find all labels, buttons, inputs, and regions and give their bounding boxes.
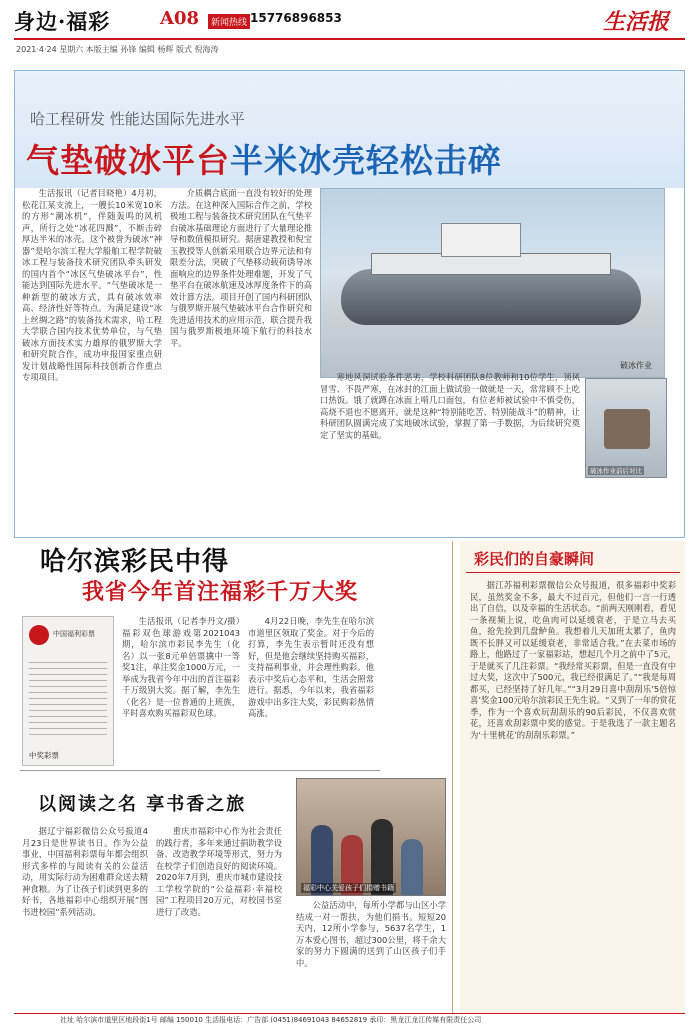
lottery-column-2 (248, 616, 374, 766)
newspaper-logo: 生活报 (602, 9, 669, 35)
paragraph: 公益活动中，每所小学都与山区小学结成一对一帮扶，为他们捐书。短短20天内，12所小学参与，5637名学生，1万本爱心图书，超过300公里，将千余大家的努力下圆满的送到了山区孩子们手中。 (296, 900, 446, 968)
reading-headline: 以阅读之名 享书香之旅 (38, 794, 247, 815)
column-divider (452, 541, 453, 1013)
top-story-column-4 (320, 372, 580, 532)
sidebar-rule (466, 572, 680, 573)
hovercraft-photo (320, 188, 665, 378)
top-story-column-2 (170, 188, 312, 532)
lottery-headline-line1: 哈尔滨彩民中得 (40, 547, 230, 577)
reading-column-3 (296, 900, 446, 1012)
lottery-headline-line2: 我省今年首注福彩千万大奖 (82, 579, 359, 605)
paragraph: 据辽宁福彩微信公众号报道4月23日是世界读书日。作为公益事业，中国福利彩票每年都会组织形式多样的与阅读有关的公益活动，用实际行动为困难群众送去精神食粮。为了让孩子们读到更多的好书，各地福彩中心组织开展“图书进校园”系列活动。 (22, 826, 148, 917)
ice-block (604, 409, 650, 449)
hotline-label: 新闻热线 (208, 14, 250, 29)
lottery-ticket-photo (22, 616, 114, 766)
photo-caption: 破冰作业前后对比 (590, 467, 642, 475)
sidebar-headline: 彩民们的自豪瞬间 (474, 550, 595, 568)
section-title: 身边·福彩 (14, 9, 111, 34)
paragraph: 据江苏福利彩票微信公众号报道，很多福彩中奖彩民，虽然奖金不多，最大不过百元，但他们一言一行透出了自信，以及幸福的生活状态。“前两天刚刚看，看见一条视频上说，吃鱼肉可以延缓衰老，于是立马去买鱼，抢先捡到几盘鲈鱼。我想着儿天加班太累了，鱼肉既不长胖又可以延缓衰老，非常适合我。”在去菜市场的路上，他路过了一家福彩站，想起几个月之前中了5元，于是就买了几注彩票。“我经常买彩票，但是一直没有中过大奖，这次中了500元，我已经很满足了。”“我是每周都买，已经坚持了好几年。”“3月29日喜中刮刮乐’5倍惊喜’奖金100元哈尔滨彩民王先生说。“又到了一年的赏花季，作为一个喜欢玩刮刮乐的90后彩民，不仅喜欢赏花，还喜欢刮彩票中奖的感觉。于是我选了一款主题名为‘十里桃花’的刮刮乐彩票。” (470, 580, 676, 740)
paragraph: 寒地风洞试验条件恶劣，学校科研团队8位教师和10位学生，顶风冒雪、不畏严寒，在冰封的江面上做试验一做就是一天，常常顾不上吃口热饭。饿了就蹲在冰面上啃几口面包，有位老师被试验中不慎受伤，高烧不退也不愿离开。就是这种“特别能吃苦、特别能战斗”的精神，让科研团队圆满完成了实地破冰试验，掌握了第一手数据，为后续研究奠定了坚实的基础。 (320, 372, 580, 440)
person-figure (401, 839, 423, 895)
hovercraft-cabin (441, 223, 521, 257)
reading-column-2 (156, 826, 282, 1012)
paragraph: 生活报讯（记者李丹文/摄）福彩双色球游戏第2021043期，哈尔滨市彩民李先生（化名）以一张8元单倍票擒中一等奖1注，单注奖金1000万元，一举成为我省今年中出的首注福彩千万级别大奖。据了解，李先生（化名）是一位普通的上班族，平时喜欢购买福彩双色球。 (122, 616, 240, 718)
paragraph: 4月22日晚，李先生在哈尔滨市道里区领取了奖金。对于今后的打算，李先生表示暂时还没有想好，但是他会继续坚持购买福彩，支持福利事业，并会理性购彩。他表示中奖后心态平和，生活会照常进行。据悉，今年以来，我省福彩游戏中出多注大奖，彩民购彩热情高涨。 (248, 616, 374, 718)
top-story-headline (26, 135, 502, 182)
hovercraft-skirt (341, 269, 641, 325)
page-number: A08 (160, 8, 200, 29)
paragraph: 重庆市福彩中心作为社会责任的践行者，多年来通过捐助教学设备、改造教学环境等形式，努力为在校学子们创造良好的阅读环境。2020年7月到，重庆市城市建设技工学校学院的“公益福彩·幸福校园”工程项目20万元，对校园书室进行了改造。 (156, 826, 282, 917)
ticket-brand: 中国福利彩票 (53, 630, 95, 638)
book-donation-photo (296, 778, 446, 896)
ticket-number-lines (29, 657, 107, 737)
photo-caption: 破冰作业 (620, 361, 652, 370)
paragraph: 生活报讯（记者目晓艳）4月初，松花江某支流上，一艘长10米宽10米的方形“潮冰机”，伴随轰鸣的风机声，所行之处“冰花四溅”，不断击碎厚达半米的冰壳。这个被誉为破冰“神器”是哈尔滨工程大学船舶工程学院破冰工程与装备技术研究团队牵头研发的国内首个“冰区气垫破冰平台”，性能达到国际先进水平。“气垫破冰是一种新型的破冰方式，具有破冰效率高、经济性好等特点。为满足建设“冰上丝绸之路”的装备技术需求，哈工程大学联合国内技术优势单位，与气垫破冰方面技术实力雄厚的俄罗斯大学和研究院合作，成功申报国家重点研发计划战略性国际科技创新合作重点专项项目。 (22, 188, 162, 382)
photo-caption: 福彩中心关爱孩子们捐赠书籍 (303, 884, 394, 892)
paragraph: 介质耦合底面一直没有较好的处理方法。在这种深入国际合作之前，学校极地工程与装备技术研究团队在气垫平台破冰基础理论方面进行了大量理论推导和数值模拟研究。据唐建教授和倪宝玉教授等人创新采用联合边界元法和有限差分法，突破了气垫移动载荷诱导冰面响应的边界条件处理难题，开发了气垫平台在破冰航速及冰厚度条件下的高效计算方法。项目开创了国内科研团队与俄罗斯开展气垫破冰平台合作研究和先进适用技术的应用示范，联合提升我国与俄罗斯极地环境下航行的科技水平。 (170, 188, 312, 348)
sidebar-column (470, 580, 676, 1010)
welfare-lottery-logo-icon (29, 625, 49, 645)
footer-text: 社址 哈尔滨市道里区地段街1号 邮编 150010 生活报电话：广告部 (0451)84691043 84652819 承印：黑龙江龙江传媒有限责任公司 (60, 1016, 482, 1024)
section-divider (20, 770, 380, 771)
header-rule (14, 38, 685, 40)
top-story-headline-part2: 半米冰壳轻松击碎 (230, 141, 502, 180)
top-story-column-1 (22, 188, 162, 532)
dateline: 2021·4·24 星期六 本版主编 孙锋 编辑 杨辉 版式 倪海涛 (16, 45, 219, 54)
top-story-headline-part1: 气垫破冰平台 (26, 141, 230, 180)
lottery-column-1 (122, 616, 240, 766)
hotline-number: 15776896853 (250, 11, 342, 25)
reading-column-1 (22, 826, 148, 1012)
footer-rule (14, 1013, 685, 1014)
ice-comparison-photo (585, 378, 667, 478)
top-story-subtitle: 哈工程研发 性能达国际先进水平 (30, 110, 245, 128)
photo-caption: 中奖彩票 (29, 751, 59, 760)
